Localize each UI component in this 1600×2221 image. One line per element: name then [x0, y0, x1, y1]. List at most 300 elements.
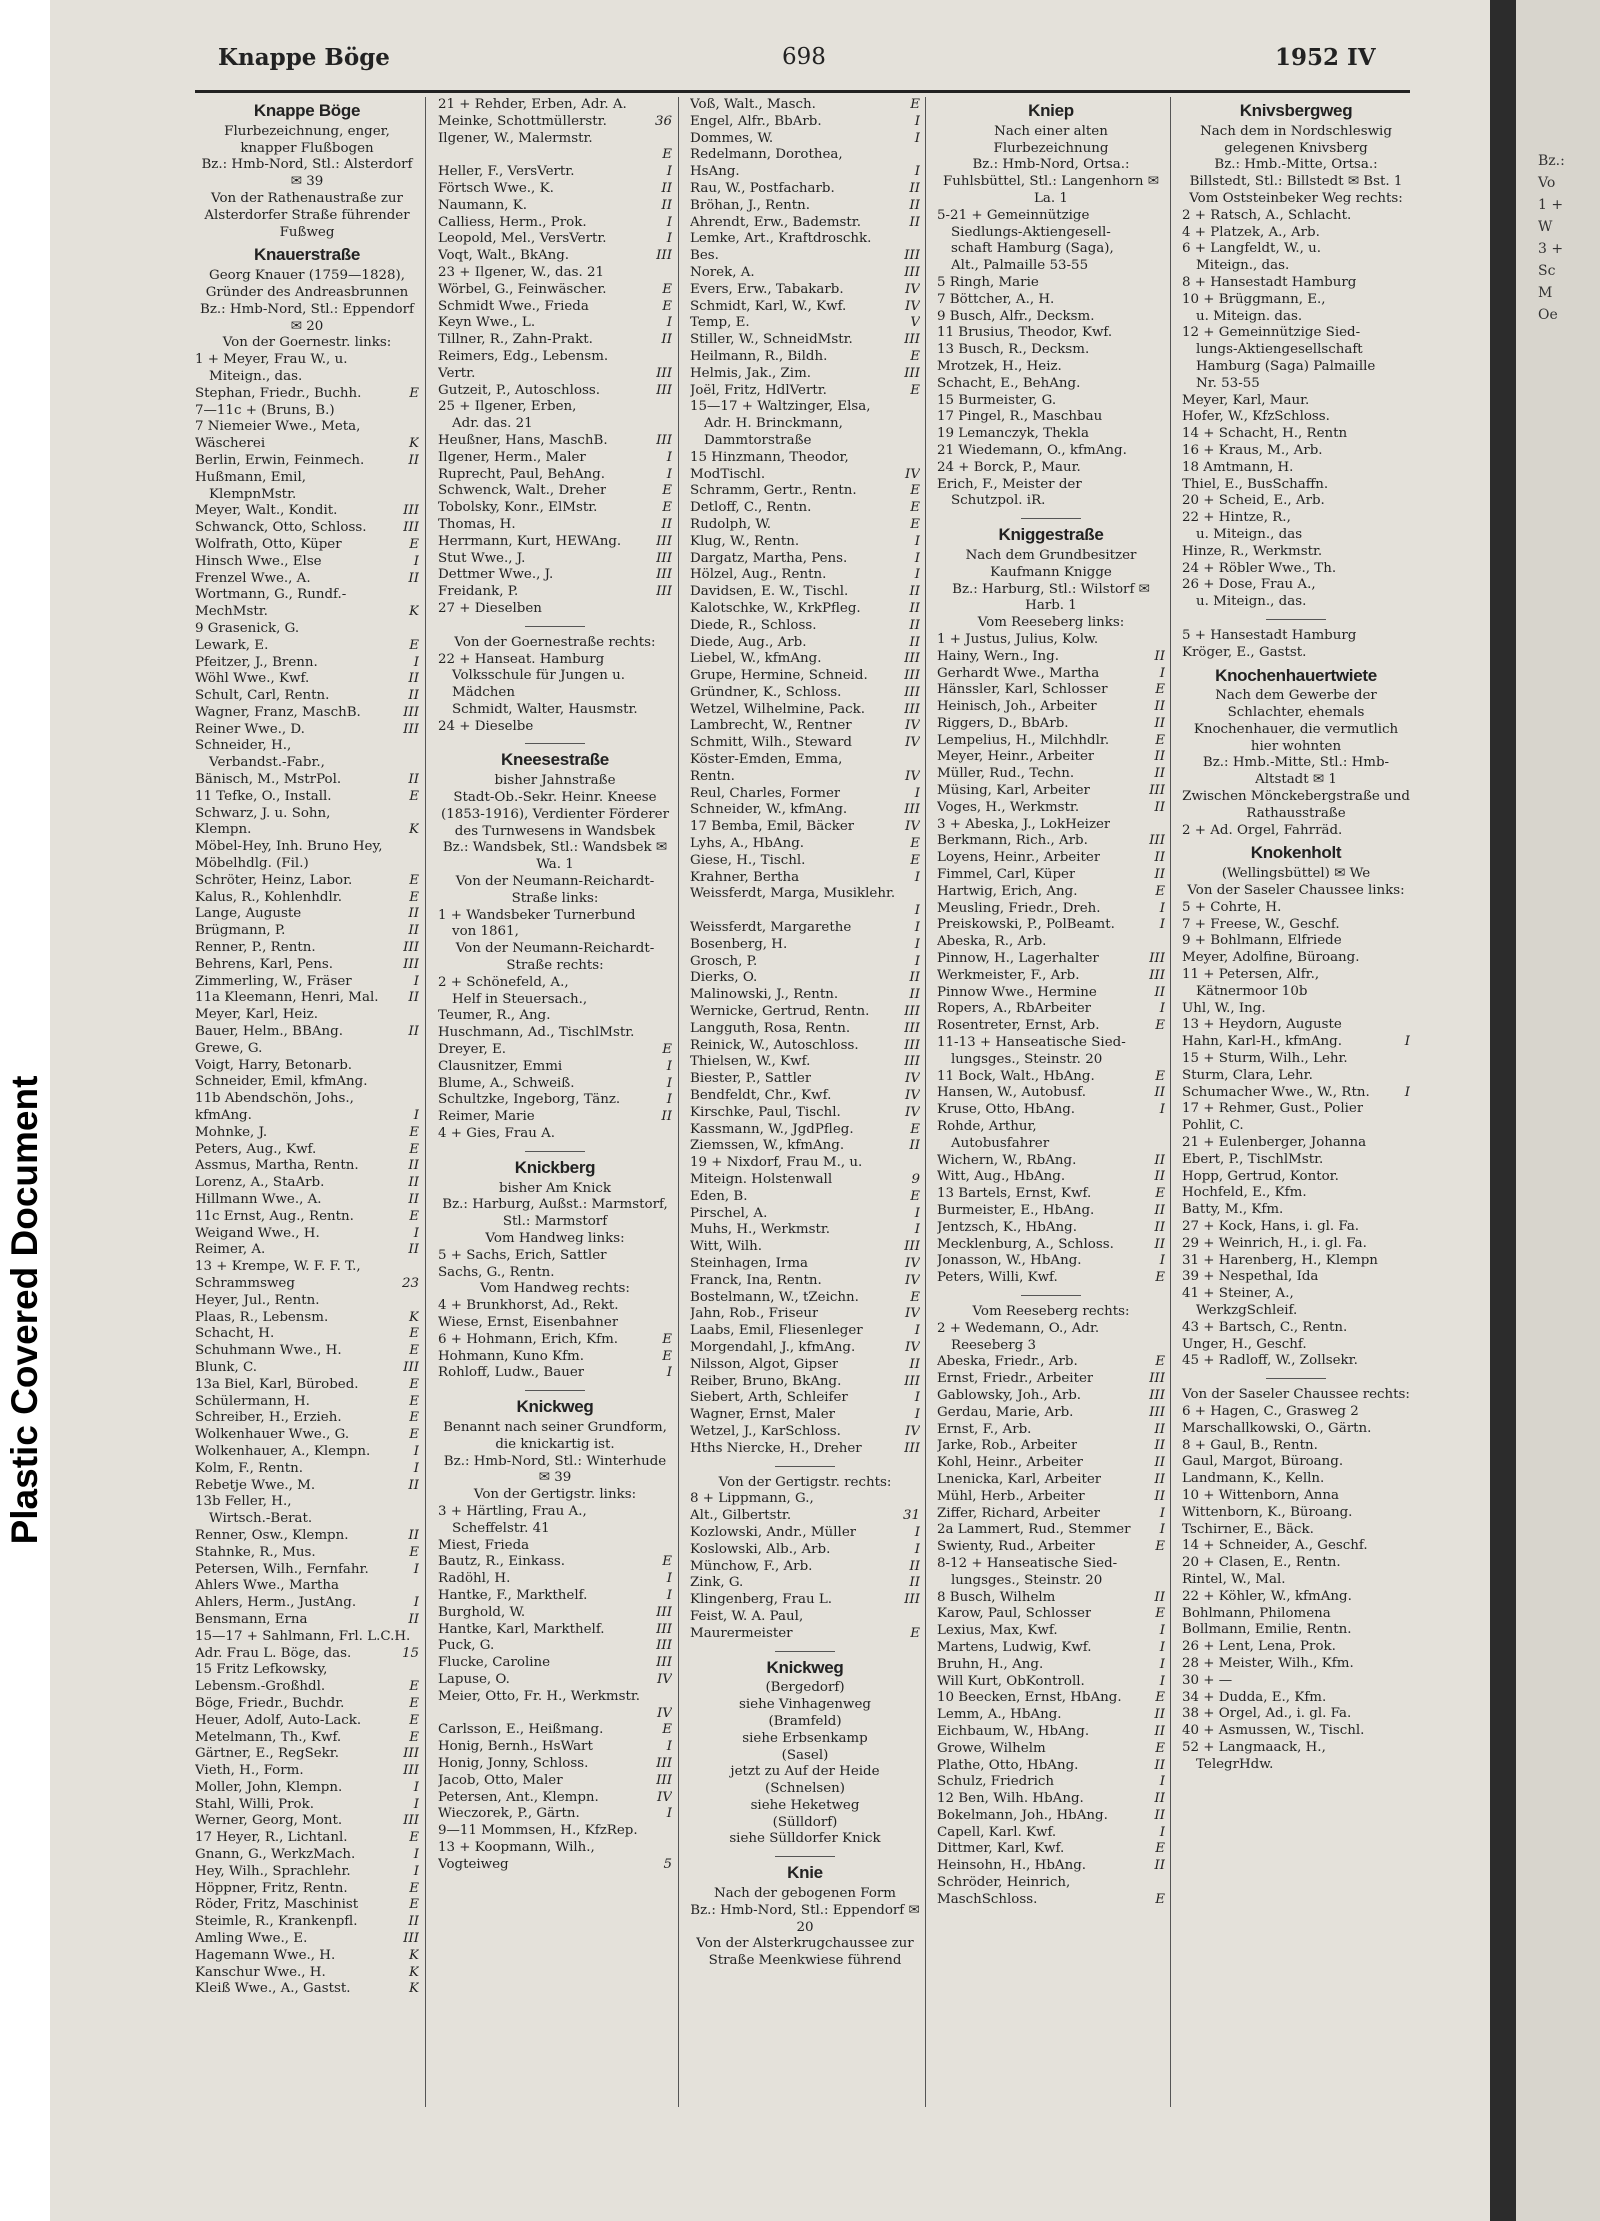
resident-entry [438, 908, 672, 925]
floor-marker [1162, 1875, 1165, 1892]
entry-continuation: u. Miteign., das. [1196, 594, 1307, 610]
resident-name: Stahnke, R., Mus. [195, 1544, 316, 1560]
floor-marker: III [403, 704, 419, 720]
resident-entry [195, 839, 419, 856]
resident-name: 19 + Nixdorf, Frau M., u. [690, 1155, 863, 1171]
resident-name: 7 + Freese, W., Geschf. [1182, 916, 1340, 932]
resident-entry [1182, 1219, 1410, 1236]
resident-entry [937, 1153, 1165, 1170]
floor-marker: III [904, 1020, 920, 1036]
street-heading: Knappe Böge [253, 101, 361, 120]
resident-name: Schreiber, H., Erzieh. [195, 1410, 342, 1426]
floor-marker: I [914, 1323, 920, 1339]
resident-name: Abeska, R., Arb. [937, 934, 1047, 950]
resident-name: Reiner Wwe., D. [195, 721, 305, 737]
resident-name: Bendfeldt, Chr., Kwf. [690, 1088, 832, 1104]
floor-marker: I [1404, 1084, 1410, 1100]
resident-name: Schmitt, Wilh., Steward [690, 735, 852, 751]
resident-name: Flucke, Caroline [438, 1655, 551, 1671]
resident-entry [195, 1562, 419, 1579]
resident-entry [1182, 1286, 1410, 1303]
resident-name: Evers, Erw., Tabakarb. [690, 281, 844, 297]
resident-name: Schneider, Emil, kfmAng. [195, 1074, 368, 1090]
resident-entry [1182, 1589, 1410, 1606]
floor-marker: I [666, 1058, 672, 1074]
resident-name: 5 + Hansestadt Hamburg [1182, 627, 1357, 643]
street-note: Bz.: Hmb.-Mitte, Stl.: Hmb-Altstadt ✉ 1 [1202, 755, 1390, 788]
resident-entry [195, 1108, 419, 1125]
resident-name: 2 + Ratsch, A., Schlacht. [1182, 207, 1352, 223]
entry-continuation: Schutzpol. iR. [951, 493, 1046, 509]
floor-marker: E [910, 836, 920, 852]
floor-marker [1407, 1152, 1410, 1169]
resident-name: Blume, A., Schweiß. [438, 1075, 575, 1091]
resident-entry [1182, 241, 1410, 258]
resident-name: Schumacher Wwe., W., Rtn. [1182, 1084, 1370, 1100]
resident-name: Peters, Aug., Kwf. [195, 1141, 317, 1157]
resident-entry [195, 772, 419, 789]
resident-entry [195, 520, 419, 537]
street-note: Bz.: Hmb-Nord, Stl.: Alsterdorf ✉ 39 [201, 157, 413, 190]
resident-entry [1182, 1656, 1410, 1673]
resident-entry [1182, 1522, 1410, 1539]
resident-name: 4 + Platzek, A., Arb. [1182, 224, 1320, 240]
floor-marker [669, 1315, 672, 1332]
street-note: Bz.: Hmb-Nord, Stl.: Eppendorf ✉ 20 [690, 1902, 920, 1935]
floor-marker: III [904, 1592, 920, 1608]
resident-entry [1182, 275, 1410, 292]
floor-marker: III [904, 1054, 920, 1070]
resident-name: Bautz, R., Einkass. [438, 1554, 566, 1570]
resident-entry [690, 1239, 920, 1256]
resident-name: 8-12 + Hanseatische Sied- [937, 1555, 1118, 1571]
resident-name: 13a Biel, Karl, Bürobed. [195, 1376, 359, 1392]
floor-marker: E [910, 97, 920, 112]
entry-continuation: Autobusfahrer [951, 1135, 1050, 1151]
resident-entry [690, 752, 920, 769]
resident-entry [1182, 1555, 1410, 1572]
resident-name: 17 Bemba, Emil, Bäcker [690, 819, 855, 835]
resident-name: Hillmann Wwe., A. [195, 1192, 322, 1207]
floor-marker [917, 752, 920, 769]
floor-marker: II [909, 1356, 920, 1372]
resident-name: Gründner, K., Schloss. [690, 684, 842, 700]
resident-entry [690, 1122, 920, 1139]
resident-entry [690, 332, 920, 349]
section-divider [775, 1466, 835, 1467]
resident-entry [438, 1722, 672, 1739]
resident-entry [690, 567, 920, 584]
resident-name: 52 + Langmaack, H., [1182, 1739, 1326, 1755]
resident-entry [1182, 1572, 1410, 1589]
resident-name: Schmidt Wwe., Frieda [438, 298, 589, 314]
resident-entry [937, 951, 1165, 968]
floor-marker: E [662, 298, 672, 314]
floor-marker: E [662, 1348, 672, 1364]
floor-marker: II [1154, 867, 1165, 883]
resident-entry [195, 1780, 419, 1797]
floor-marker [416, 806, 419, 823]
floor-marker: II [909, 634, 920, 650]
resident-name: Muhs, H., Werkmstr. [690, 1222, 831, 1238]
resident-name: Meusling, Friedr., Dreh. [937, 900, 1101, 916]
resident-entry [690, 383, 920, 400]
resident-entry [937, 817, 1165, 834]
floor-marker: II [408, 1192, 419, 1207]
resident-entry [195, 923, 419, 940]
resident-entry [438, 1588, 672, 1605]
resident-name: Honig, Bernh., HsWart [438, 1739, 593, 1755]
resident-name: Stiller, W., SchneidMstr. [690, 332, 853, 348]
resident-name: Gärtner, E., RegSekr. [195, 1746, 339, 1762]
resident-name: 26 + Lent, Lena, Prok. [1182, 1639, 1336, 1655]
resident-entry [690, 366, 920, 383]
floor-marker [1407, 510, 1410, 527]
resident-entry [937, 1606, 1165, 1623]
resident-entry [937, 1169, 1165, 1186]
floor-marker: II [408, 990, 419, 1006]
resident-entry [195, 873, 419, 890]
section-divider [1266, 1378, 1326, 1379]
resident-entry [195, 453, 419, 470]
floor-marker: 5 [663, 1856, 672, 1872]
resident-entry [690, 618, 920, 635]
resident-name: 30 + — [1182, 1672, 1233, 1688]
floor-marker: I [914, 903, 920, 919]
floor-marker: III [904, 1440, 920, 1456]
floor-marker [1407, 208, 1410, 225]
resident-entry [195, 1797, 419, 1814]
resident-entry [690, 299, 920, 316]
resident-name: Schneider, H., [195, 738, 292, 754]
floor-marker: II [1154, 1169, 1165, 1185]
floor-marker [1162, 817, 1165, 834]
resident-entry [690, 1290, 920, 1307]
floor-marker [669, 1126, 672, 1143]
resident-entry [195, 1259, 419, 1276]
resident-name: Behrens, Karl, Pens. [195, 956, 333, 972]
resident-name: Ilgener, W., Malermstr. [438, 130, 593, 146]
floor-marker: K [408, 604, 419, 620]
street-note: Von der Saseler Chaussee rechts: [1182, 1387, 1410, 1403]
resident-entry [1182, 443, 1410, 460]
entry-continuation: KlempnMstr. [209, 486, 297, 502]
resident-entry [195, 1427, 419, 1444]
floor-marker: II [1154, 1757, 1165, 1773]
floor-marker: IV [905, 1423, 920, 1439]
resident-name: Wichern, W., RbAng. [937, 1152, 1077, 1168]
floor-marker: K [408, 822, 419, 838]
floor-marker: E [1155, 1891, 1165, 1907]
resident-entry [1182, 1202, 1410, 1219]
resident-entry [937, 699, 1165, 716]
floor-marker: E [409, 1427, 419, 1443]
floor-marker: I [413, 1460, 419, 1476]
floor-marker: K [408, 436, 419, 452]
entry-continuation: Adr. H. Brinckmann, [704, 416, 843, 432]
floor-marker [1162, 632, 1165, 649]
floor-marker: I [413, 1796, 419, 1812]
street-note: Bz.: Harburg, Außst.: Marmstorf, Stl.: Marmstorf [442, 1197, 668, 1230]
resident-entry [438, 147, 672, 164]
resident-entry [438, 299, 672, 316]
floor-marker: I [914, 869, 920, 885]
resident-name: Krahner, Bertha [690, 869, 800, 885]
floor-marker [669, 131, 672, 148]
street-note: Nach dem Grundbesitzer Kaufmann Knigge [965, 547, 1137, 580]
resident-entry [690, 1273, 920, 1290]
street-note: bisher Jahnstraße [494, 773, 616, 789]
resident-name: Voqt, Walt., BkAng. [438, 248, 570, 264]
street-note: jetzt zu Auf der Heide [730, 1764, 880, 1780]
resident-name: Lorenz, A., StaArb. [195, 1175, 325, 1191]
floor-marker: III [656, 1772, 672, 1788]
resident-name: Ebert, P., TischlMstr. [1182, 1151, 1324, 1167]
resident-entry [1182, 823, 1410, 840]
floor-marker: II [1154, 1471, 1165, 1487]
resident-entry [1182, 1690, 1410, 1707]
floor-marker [1407, 1522, 1410, 1539]
resident-entry [195, 1343, 419, 1360]
floor-marker [1407, 241, 1410, 258]
floor-marker: IV [657, 1705, 672, 1721]
section-divider [775, 1856, 835, 1857]
resident-name: Kalotschke, W., KrkPfleg. [690, 600, 861, 616]
resident-name: Wolkenhauer, A., Klempn. [195, 1443, 371, 1459]
resident-entry [690, 702, 920, 719]
resident-name: Wagner, Franz, MaschB. [195, 704, 361, 720]
floor-marker: I [666, 315, 672, 331]
resident-entry [690, 500, 920, 517]
floor-marker: II [408, 452, 419, 468]
floor-marker: E [910, 348, 920, 364]
resident-name: Lyhs, A., HbAng. [690, 836, 805, 852]
floor-marker [1407, 1740, 1410, 1757]
floor-marker [1407, 460, 1410, 477]
resident-name: Heußner, Hans, MaschB. [438, 432, 608, 448]
resident-entry [690, 1021, 920, 1038]
resident-name: Wöhl Wwe., Kwf. [195, 671, 310, 687]
floor-marker: E [409, 1326, 419, 1342]
resident-entry [438, 567, 672, 584]
resident-name: Lempelius, H., Milchhdlr. [937, 732, 1110, 748]
resident-entry [937, 1808, 1165, 1825]
resident-name: 34 + Dudda, E., Kfm. [1182, 1689, 1327, 1705]
floor-marker: II [1154, 1421, 1165, 1437]
resident-name: 14 + Schacht, H., Rentn [1182, 426, 1348, 442]
floor-marker [669, 1823, 672, 1840]
resident-entry [195, 1041, 419, 1058]
resident-entry [438, 1840, 672, 1857]
resident-name: Pinnow Wwe., Hermine [937, 984, 1097, 1000]
resident-name: Schult, Carl, Rentn. [195, 688, 330, 704]
resident-name: Puck, G. [438, 1638, 495, 1654]
resident-entry [1182, 1152, 1410, 1169]
resident-entry [937, 867, 1165, 884]
resident-name: Witt, Aug., HbAng. [937, 1169, 1066, 1185]
floor-marker: II [1154, 749, 1165, 765]
resident-name: Jarke, Rob., Arbeiter [937, 1438, 1078, 1454]
floor-marker: E [409, 788, 419, 804]
resident-name: Adr. Frau L. Böge, das. [195, 1645, 352, 1661]
floor-marker: II [408, 1527, 419, 1543]
resident-entry [690, 1054, 920, 1071]
resident-name: MaschSchloss. [937, 1891, 1038, 1907]
resident-entry [690, 920, 920, 937]
resident-entry [937, 682, 1165, 699]
column-divider [678, 97, 679, 2107]
resident-name: Thiel, E., BusSchaffn. [1182, 476, 1329, 492]
floor-marker: II [661, 197, 672, 213]
resident-entry [438, 1823, 672, 1840]
resident-name: 6 + Hohmann, Erich, Kfm. [438, 1331, 619, 1347]
resident-name: Ernst, F., Arb. [937, 1421, 1032, 1437]
floor-marker [1162, 1035, 1165, 1052]
resident-name: 43 + Bartsch, C., Rentn. [1182, 1319, 1348, 1335]
resident-entry [438, 1605, 672, 1622]
resident-name: Reiber, Bruno, BkAng. [690, 1373, 842, 1389]
resident-entry [690, 467, 920, 484]
street-heading: Kniggestraße [998, 525, 1104, 545]
floor-marker: I [666, 231, 672, 247]
floor-marker [416, 1007, 419, 1024]
resident-name: Klempn. [195, 822, 252, 838]
resident-name: Gutzeit, P., Autoschloss. [438, 382, 600, 398]
resident-name: Grupe, Hermine, Schneid. [690, 668, 868, 684]
resident-name: Renner, Osw., Klempn. [195, 1527, 349, 1543]
floor-marker: I [914, 1407, 920, 1423]
floor-marker: II [909, 617, 920, 633]
floor-marker: I [914, 567, 920, 583]
resident-entry [195, 1763, 419, 1780]
resident-name: Ernst, Friedr., Arbeiter [937, 1371, 1094, 1387]
resident-entry [690, 198, 920, 215]
column-divider [1170, 97, 1171, 2107]
resident-name: Hainy, Wern., Ing. [937, 648, 1059, 664]
resident-name: Lemm, A., HbAng. [937, 1707, 1062, 1723]
resident-name: 14 + Schneider, A., Geschf. [1182, 1538, 1368, 1554]
floor-marker: II [408, 1477, 419, 1493]
floor-marker [416, 352, 419, 369]
street-note: Vom Handweg rechts: [480, 1281, 630, 1297]
resident-entry [195, 1461, 419, 1478]
resident-entry [1182, 1085, 1410, 1102]
resident-entry [937, 460, 1165, 477]
floor-marker [1407, 900, 1410, 917]
floor-marker [1407, 1438, 1410, 1455]
entry-continuation: Scheffelstr. 41 [452, 1520, 550, 1536]
resident-name: Münchow, F., Arb. [690, 1558, 813, 1574]
floor-marker: E [662, 1554, 672, 1570]
resident-name: Bensmann, Erna [195, 1611, 308, 1627]
entry-continuation: Verbandst.-Fabr., [209, 755, 325, 771]
resident-name: Klingenberg, Frau L. [690, 1592, 833, 1608]
floor-marker [1407, 1286, 1410, 1303]
resident-name: Meyer, Heinr., Arbeiter [937, 749, 1095, 765]
floor-marker: II [408, 671, 419, 687]
resident-entry [195, 1914, 419, 1931]
resident-name: Mrotzek, H., Heiz. [937, 358, 1062, 374]
street-note: Zwischen Mönckebergstraße und Rathausstraße [1182, 789, 1410, 821]
floor-marker [669, 719, 672, 736]
floor-marker: III [904, 701, 920, 717]
resident-name: Meyer, Karl, Heiz. [195, 1007, 318, 1023]
floor-marker: E [662, 483, 672, 499]
resident-entry [195, 1595, 419, 1612]
floor-marker: I [914, 130, 920, 146]
resident-name: Berlin, Erwin, Feinmech. [195, 452, 365, 468]
floor-marker: I [666, 1075, 672, 1091]
resident-entry [690, 819, 920, 836]
resident-name: 11 + Petersen, Alfr., [1182, 967, 1320, 983]
resident-entry [195, 1276, 419, 1293]
resident-entry [195, 1192, 419, 1209]
resident-entry [438, 282, 672, 299]
resident-entry [690, 1323, 920, 1340]
resident-name: Weigand Wwe., H. [195, 1225, 320, 1241]
floor-marker: V [910, 315, 920, 331]
street-note: Nach einer alten Flurbezeichnung [993, 123, 1109, 156]
resident-name: Eichbaum, W., HbAng. [937, 1723, 1090, 1739]
resident-name: Heyer, Jul., Rentn. [195, 1292, 320, 1308]
floor-marker: II [1154, 1707, 1165, 1723]
resident-entry [1182, 1135, 1410, 1152]
floor-marker: IV [905, 768, 920, 784]
resident-entry [438, 1109, 672, 1126]
resident-name: Wortmann, G., Rundf.- [195, 587, 347, 603]
resident-entry [937, 1875, 1165, 1892]
resident-entry [690, 282, 920, 299]
floor-marker: II [1154, 1488, 1165, 1504]
floor-marker [1407, 1068, 1410, 1085]
floor-marker: IV [905, 1071, 920, 1087]
resident-entry [195, 1377, 419, 1394]
resident-entry [937, 985, 1165, 1002]
floor-marker [1407, 1488, 1410, 1505]
floor-marker [669, 908, 672, 925]
resident-name: Stahl, Willi, Prok. [195, 1796, 314, 1812]
resident-entry [690, 1575, 920, 1592]
resident-name: Engel, Alfr., BbArb. [690, 113, 822, 129]
resident-name: 1 + Justus, Julius, Kolw. [937, 631, 1099, 647]
resident-entry [438, 1076, 672, 1093]
resident-name: Schröter, Heinz, Labor. [195, 872, 353, 888]
floor-marker: E [1155, 883, 1165, 899]
column-3 [690, 97, 920, 1970]
resident-entry [1182, 208, 1410, 225]
resident-name: Siebert, Arth, Schleifer [690, 1390, 848, 1406]
floor-marker [1407, 1135, 1410, 1152]
resident-name: Wittenborn, K., Büroang. [1182, 1504, 1353, 1520]
resident-name: Vertr. [438, 365, 476, 381]
column-2 [438, 97, 672, 1873]
resident-name: Tschirner, E., Bäck. [1182, 1521, 1314, 1537]
resident-name: Nilsson, Algot, Gipser [690, 1356, 839, 1372]
resident-entry [690, 1559, 920, 1576]
street-heading: Knauerstraße [254, 245, 360, 265]
resident-name: 1 + Meyer, Frau W., u. [195, 352, 348, 368]
floor-marker [669, 975, 672, 992]
floor-marker [1407, 1236, 1410, 1253]
floor-marker: IV [905, 281, 920, 297]
resident-name: 5-21 + Gemeinnützige [937, 207, 1090, 223]
resident-name: 38 + Orgel, Ad., i. gl. Fa. [1182, 1706, 1352, 1722]
resident-entry [1182, 426, 1410, 443]
resident-name: Weissferdt, Marga, Musiklehr. [690, 886, 896, 902]
resident-name: Lapuse, O. [438, 1671, 510, 1687]
resident-entry [690, 1407, 920, 1424]
resident-name: Petersen, Wilh., Fernfahr. [195, 1561, 369, 1577]
